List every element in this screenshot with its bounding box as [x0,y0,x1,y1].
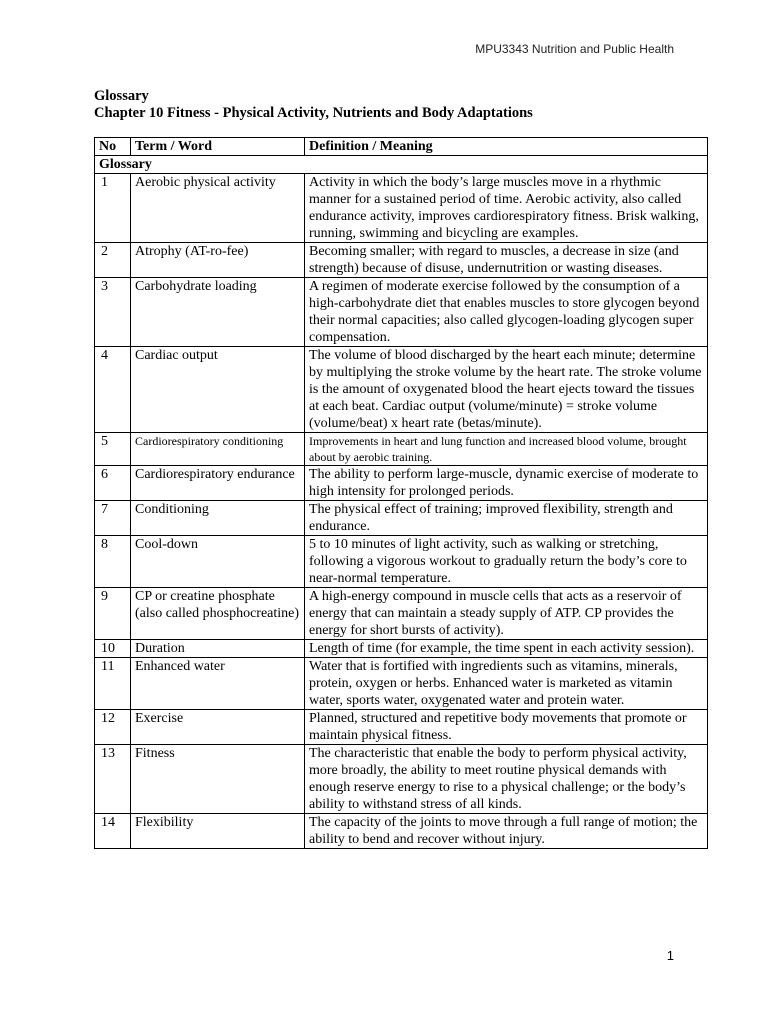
row-definition: The volume of blood discharged by the heart each minute; determine by multiplying the stroke volume by the heart rate. The stroke volume is the amount of oxygenated blood the heart ejects toward the tissues at each beat. Cardiac output (volume/minute) = stroke volume (volume/beat) x heart rate (betas/minute). [305,347,708,433]
table-row [95,347,708,433]
table-row [95,745,708,814]
row-number: 10 [95,640,131,658]
row-term: Aerobic physical activity [131,174,305,243]
row-definition: 5 to 10 minutes of light activity, such as walking or stretching, following a vigorous workout to gradually return the body’s core to near-normal temperature. [305,536,708,588]
row-definition: Improvements in heart and lung function and increased blood volume, brought about by aerobic training. [305,433,708,466]
row-term: Duration [131,640,305,658]
section-row [95,156,708,174]
row-term: Atrophy (AT-ro-fee) [131,243,305,278]
table-row [95,710,708,745]
row-term: Cool-down [131,536,305,588]
column-header-term: Term / Word [131,138,305,156]
page-number: 1 [666,948,674,963]
row-term: Flexibility [131,814,305,849]
row-definition: Water that is fortified with ingredients such as vitamins, minerals, protein, oxygen or herbs. Enhanced water is marketed as vitamin water, sports water, oxygenated water and protein water. [305,658,708,710]
row-term: Exercise [131,710,305,745]
row-number: 9 [95,588,131,640]
table-row [95,278,708,347]
title-chapter: Chapter 10 Fitness - Physical Activity, Nutrients and Body Adaptations [94,105,533,121]
row-term: Conditioning [131,501,305,536]
table-header-row [95,138,708,156]
row-definition: The characteristic that enable the body to perform physical activity, more broadly, the ability to meet routine physical demands with enough reserve energy to rise to a physical challenge; or the body’s ability to withstand stress of all kinds. [305,745,708,814]
row-definition: The physical effect of training; improved flexibility, strength and endurance. [305,501,708,536]
row-number: 12 [95,710,131,745]
table-row [95,466,708,501]
row-number: 8 [95,536,131,588]
running-header: MPU3343 Nutrition and Public Health [475,42,674,56]
row-definition: Becoming smaller; with regard to muscles, a decrease in size (and strength) because of disuse, undernutrition or wasting diseases. [305,243,708,278]
column-header-no: No [95,138,131,156]
row-term: Cardiorespiratory conditioning [131,433,305,466]
row-number: 14 [95,814,131,849]
row-number: 3 [95,278,131,347]
row-term: Fitness [131,745,305,814]
row-term: Cardiorespiratory endurance [131,466,305,501]
row-term: CP or creatine phosphate (also called phosphocreatine) [131,588,305,640]
row-term: Enhanced water [131,658,305,710]
table-row [95,243,708,278]
column-header-definition: Definition / Meaning [305,138,708,156]
row-definition: A high-energy compound in muscle cells that acts as a reservoir of energy that can maintain a steady supply of ATP. CP provides the energy for short bursts of activity). [305,588,708,640]
row-term: Carbohydrate loading [131,278,305,347]
table-row [95,658,708,710]
row-number: 13 [95,745,131,814]
row-number: 6 [95,466,131,501]
row-term: Cardiac output [131,347,305,433]
row-definition: A regimen of moderate exercise followed by the consumption of a high-carbohydrate diet that enables muscles to store glycogen beyond their normal capacities; also called glycogen-loading glycogen super compensation. [305,278,708,347]
table-row [95,501,708,536]
row-number: 5 [95,433,131,466]
row-number: 11 [95,658,131,710]
row-number: 1 [95,174,131,243]
row-number: 2 [95,243,131,278]
table-row [95,814,708,849]
table-row [95,433,708,466]
row-number: 7 [95,501,131,536]
row-definition: The ability to perform large-muscle, dynamic exercise of moderate to high intensity for prolonged periods. [305,466,708,501]
row-number: 4 [95,347,131,433]
row-definition: Activity in which the body’s large muscles move in a rhythmic manner for a sustained period of time. Aerobic activity, also called endurance activity, improves cardiorespiratory fitness. Brisk walking, running, swimming and bicycling are examples. [305,174,708,243]
table-row [95,640,708,658]
row-definition: Planned, structured and repetitive body movements that promote or maintain physical fitness. [305,710,708,745]
document-title [94,88,533,122]
section-label: Glossary [95,156,708,174]
table-row [95,174,708,243]
glossary-table [94,137,708,849]
row-definition: Length of time (for example, the time spent in each activity session). [305,640,708,658]
table-row [95,588,708,640]
title-glossary: Glossary [94,88,149,104]
row-definition: The capacity of the joints to move through a full range of motion; the ability to bend and recover without injury. [305,814,708,849]
table-row [95,536,708,588]
